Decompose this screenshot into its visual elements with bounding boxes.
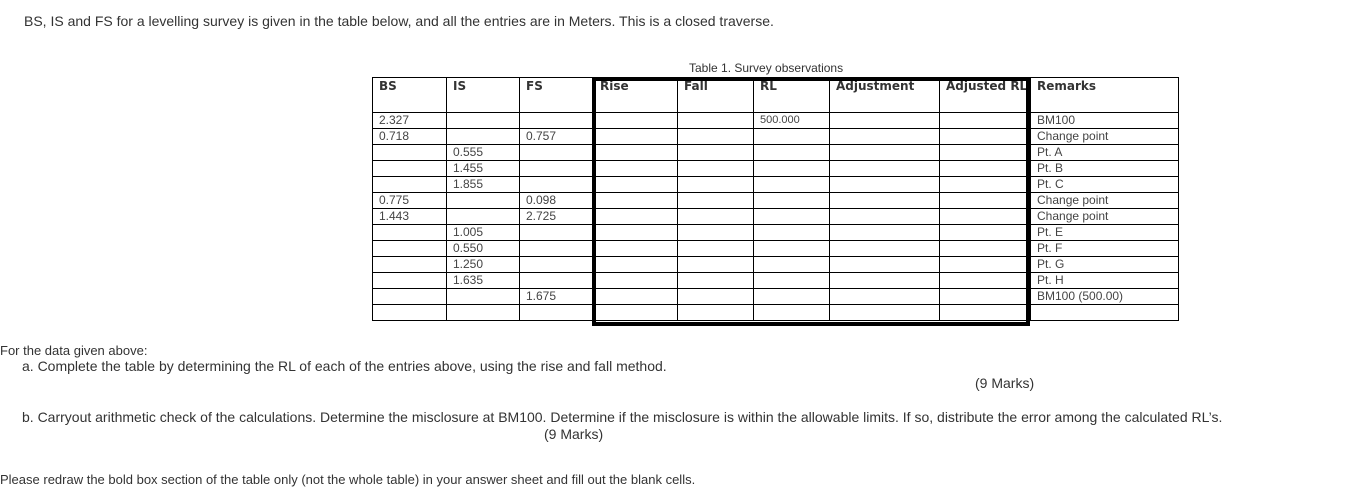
- cell-adjusted-rl: [940, 273, 1031, 289]
- cell-is: [447, 289, 520, 305]
- cell-rl: [754, 177, 830, 193]
- cell-adjusted-rl: [940, 161, 1031, 177]
- survey-table: [372, 77, 1179, 321]
- cell-fall: [678, 129, 754, 145]
- cell-adjustment: [830, 145, 940, 161]
- cell-fs: [520, 177, 594, 193]
- cell-rise: [594, 305, 678, 321]
- cell-adjustment: [830, 113, 940, 129]
- cell-rl: [754, 193, 830, 209]
- cell-adjustment: [830, 257, 940, 273]
- table-row: [373, 289, 1179, 305]
- intro-text: BS, IS and FS for a levelling survey is given in the table below, and all the entries are in Meters. This is a closed traverse.: [24, 13, 774, 29]
- cell-rise: [594, 273, 678, 289]
- table-row: [373, 273, 1179, 289]
- question-b: b. Carryout arithmetic check of the calculations. Determine the misclosure at BM100. Determine if the misclosure is within the allowable limits. If so, distribute the error among the calculated RL’s.: [22, 409, 1223, 425]
- cell-fs: [520, 161, 594, 177]
- cell-rise: [594, 225, 678, 241]
- cell-fall: [678, 289, 754, 305]
- cell-adjusted-rl: [940, 145, 1031, 161]
- cell-remarks: Change point: [1031, 209, 1179, 225]
- cell-rise: [594, 289, 678, 305]
- cell-remarks: [1031, 305, 1179, 321]
- cell-rl: [754, 289, 830, 305]
- cell-is: [447, 193, 520, 209]
- cell-adjusted-rl: [940, 289, 1031, 305]
- cell-fs: [520, 225, 594, 241]
- header-is: IS: [447, 78, 520, 113]
- table-row: [373, 177, 1179, 193]
- header-adjusted-rl: Adjusted RL: [940, 78, 1031, 113]
- header-remarks: Remarks: [1031, 78, 1179, 113]
- cell-rl: [754, 129, 830, 145]
- cell-fs: [520, 145, 594, 161]
- cell-bs: [373, 145, 447, 161]
- cell-adjusted-rl: [940, 241, 1031, 257]
- table-row: [373, 161, 1179, 177]
- cell-fs: [520, 113, 594, 129]
- cell-fs: 0.098: [520, 193, 594, 209]
- question-a-marks: (9 Marks): [975, 375, 1035, 391]
- cell-rise: [594, 113, 678, 129]
- cell-adjusted-rl: [940, 225, 1031, 241]
- cell-adjustment: [830, 161, 940, 177]
- cell-is: 1.005: [447, 225, 520, 241]
- cell-adjustment: [830, 177, 940, 193]
- cell-remarks: Pt. G: [1031, 257, 1179, 273]
- cell-adjustment: [830, 289, 940, 305]
- cell-rl: [754, 241, 830, 257]
- cell-bs: [373, 273, 447, 289]
- cell-remarks: Change point: [1031, 129, 1179, 145]
- cell-fall: [678, 209, 754, 225]
- header-bs: BS: [373, 78, 447, 113]
- cell-rl: [754, 305, 830, 321]
- cell-fs: [520, 273, 594, 289]
- cell-rise: [594, 177, 678, 193]
- cell-rl: [754, 257, 830, 273]
- cell-bs: 2.327: [373, 113, 447, 129]
- cell-is: [447, 129, 520, 145]
- cell-fs: [520, 305, 594, 321]
- cell-rl: [754, 161, 830, 177]
- header-fall: Fall: [678, 78, 754, 113]
- cell-rl: [754, 225, 830, 241]
- cell-is: [447, 209, 520, 225]
- cell-is: [447, 113, 520, 129]
- question-b-marks: (9 Marks): [544, 426, 604, 442]
- cell-rl: [754, 273, 830, 289]
- cell-adjustment: [830, 193, 940, 209]
- cell-adjustment: [830, 305, 940, 321]
- cell-fall: [678, 273, 754, 289]
- cell-rise: [594, 209, 678, 225]
- cell-fs: 2.725: [520, 209, 594, 225]
- cell-adjustment: [830, 225, 940, 241]
- survey-table-container: [372, 77, 1179, 321]
- cell-adjusted-rl: [940, 209, 1031, 225]
- table-row: [373, 193, 1179, 209]
- cell-is: 1.635: [447, 273, 520, 289]
- cell-is: [447, 305, 520, 321]
- cell-adjusted-rl: [940, 129, 1031, 145]
- cell-adjusted-rl: [940, 177, 1031, 193]
- cell-adjustment: [830, 129, 940, 145]
- table-row: [373, 225, 1179, 241]
- questions-lead: For the data given above:: [0, 343, 148, 358]
- table-row: [373, 305, 1179, 321]
- cell-fall: [678, 257, 754, 273]
- question-a: a. Complete the table by determining the RL of each of the entries above, using the rise and fall method.: [22, 358, 667, 374]
- cell-rl: [754, 145, 830, 161]
- header-fs: FS: [520, 78, 594, 113]
- answer-note: Please redraw the bold box section of the table only (not the whole table) in your answer sheet and fill out the blank cells.: [0, 472, 696, 487]
- header-rl: RL: [754, 78, 830, 113]
- cell-remarks: Pt. F: [1031, 241, 1179, 257]
- cell-fall: [678, 161, 754, 177]
- cell-is: 1.855: [447, 177, 520, 193]
- cell-remarks: Change point: [1031, 193, 1179, 209]
- cell-bs: [373, 177, 447, 193]
- cell-adjustment: [830, 241, 940, 257]
- cell-adjusted-rl: [940, 113, 1031, 129]
- cell-remarks: BM100 (500.00): [1031, 289, 1179, 305]
- cell-fs: 0.757: [520, 129, 594, 145]
- cell-fall: [678, 305, 754, 321]
- cell-fall: [678, 177, 754, 193]
- table-row: [373, 241, 1179, 257]
- cell-rl: 500.000: [754, 113, 830, 129]
- header-row: [373, 78, 1179, 113]
- cell-remarks: Pt. H: [1031, 273, 1179, 289]
- cell-remarks: Pt. C: [1031, 177, 1179, 193]
- cell-is: 0.550: [447, 241, 520, 257]
- cell-bs: [373, 161, 447, 177]
- cell-adjustment: [830, 209, 940, 225]
- cell-remarks: Pt. A: [1031, 145, 1179, 161]
- cell-fall: [678, 113, 754, 129]
- cell-bs: [373, 257, 447, 273]
- cell-adjusted-rl: [940, 257, 1031, 273]
- header-adjustment: Adjustment: [830, 78, 940, 113]
- cell-bs: 1.443: [373, 209, 447, 225]
- table-row: [373, 257, 1179, 273]
- cell-remarks: Pt. E: [1031, 225, 1179, 241]
- cell-rl: [754, 209, 830, 225]
- cell-adjusted-rl: [940, 193, 1031, 209]
- cell-bs: 0.775: [373, 193, 447, 209]
- cell-rise: [594, 161, 678, 177]
- header-rise: Rise: [594, 78, 678, 113]
- cell-fall: [678, 145, 754, 161]
- table-row: [373, 209, 1179, 225]
- table-row: [373, 129, 1179, 145]
- cell-fs: [520, 257, 594, 273]
- cell-rise: [594, 257, 678, 273]
- cell-remarks: Pt. B: [1031, 161, 1179, 177]
- cell-fs: 1.675: [520, 289, 594, 305]
- cell-fs: [520, 241, 594, 257]
- cell-adjustment: [830, 273, 940, 289]
- cell-fall: [678, 193, 754, 209]
- cell-is: 1.250: [447, 257, 520, 273]
- cell-bs: [373, 305, 447, 321]
- cell-rise: [594, 145, 678, 161]
- table-row: [373, 113, 1179, 129]
- cell-fall: [678, 225, 754, 241]
- cell-adjusted-rl: [940, 305, 1031, 321]
- cell-bs: 0.718: [373, 129, 447, 145]
- cell-remarks: BM100: [1031, 113, 1179, 129]
- cell-rise: [594, 193, 678, 209]
- cell-is: 1.455: [447, 161, 520, 177]
- cell-rise: [594, 241, 678, 257]
- cell-bs: [373, 225, 447, 241]
- cell-fall: [678, 241, 754, 257]
- cell-is: 0.555: [447, 145, 520, 161]
- table-row: [373, 145, 1179, 161]
- cell-bs: [373, 241, 447, 257]
- cell-bs: [373, 289, 447, 305]
- table-caption: Table 1. Survey observations: [689, 61, 844, 75]
- cell-rise: [594, 129, 678, 145]
